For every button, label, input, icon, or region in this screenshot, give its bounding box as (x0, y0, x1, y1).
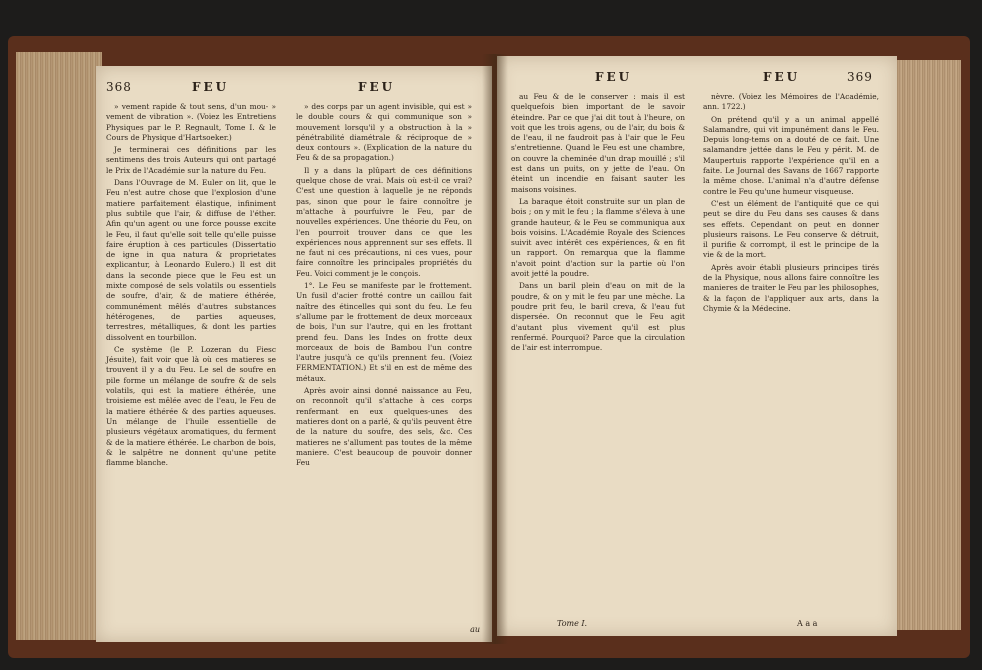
running-head: FEU (763, 70, 801, 84)
paragraph: Après avoir ainsi donné naissance au Feu, on reconnoît qu'il s'attache à ces corps renfermant en eux quelques-unes des matieres dont on a parlé, & qu'ils peuvent être de la nature du soufre, des sels, &c. Ces matieres ne s'allument pas toutes de la même maniere. C'est beaucoup de pouvoir donner Feu (296, 386, 472, 468)
text-column-left (106, 102, 276, 470)
catchword: au (470, 625, 480, 634)
paragraph: Après avoir établi plusieurs principes tirés de la Physique, nous allons faire connoître les manieres de traiter le Feu par les philosophes, & la façon de l'appliquer aux arts, dans la Chymie & la Médecine. (703, 262, 879, 313)
running-head: FEU (192, 80, 230, 94)
left-page-header (96, 80, 492, 98)
paragraph: au Feu & de le conserver : mais il est quelquefois bien important de le savoir éteindre. Par ce que j'ai dit tout à l'heure, on voit que les trois agens, ou de l'air, du bois & de l'eau, il ne faudroit pas à l'air que le Feu s'entretienne. Quand le Feu est une chambre, on couvre la cheminée d'un drap mouillé ; s'il est dans un puits, on y jette de l'eau. On éteint un incendie en faisant sauter les maisons voisines. (511, 92, 685, 194)
paragraph: On prétend qu'il y a un animal appellé Salamandre, qui vit impunément dans le Feu. Depuis long-tems on a douté de ce fait. Une salamandre jettée dans le Feu y périt. M. de Maupertuis rapporte l'expérience qu'il en a faite. Le Journal des Savans de 1667 rapporte la même chose. L'animal n'a d'autre défense contre le Feu qu'une humeur visqueuse. (703, 114, 879, 196)
paragraph: C'est un élément de l'antiquité que ce qui peut se dire du Feu dans ses causes & dans ses effets. Cependant on peut en donner plusieurs raisons. Le Feu conserve & détruit, il purifie & corrompt, il est le principe de la vie & de la mort. (703, 198, 879, 260)
paragraph: » vement rapide & tout sens, d'un mou- » vement de vibration ». (Voiez les Entretiens Physiques par le P. Regnault, Tome I. & le Cours de Physique d'Hartsoeker.) (106, 102, 276, 142)
left-page (96, 66, 492, 642)
paragraph: 1°. Le Feu se manifeste par le frottement. Un fusil d'acier frotté contre un caillou fait naître des étincelles qui sont du feu. Le feu s'allume par le frottement de deux morceaux de bois, l'un sur l'autre, qui en les frottant prend feu. Dans les Indes on frotte deux morceaux de bois de Bambou l'un contre l'autre jusqu'à ce qu'ils prennent feu. (Voiez FERMENTATION.) Et s'il en est de même des métaux. (296, 281, 472, 383)
paragraph: Je terminerai ces définitions par les sentimens des trois Auteurs qui ont partagé le Prix de l'Académie sur la nature du Feu. (106, 145, 276, 175)
page-edges-left (16, 52, 102, 640)
page-number: 369 (847, 70, 873, 84)
page-edges-right (893, 60, 961, 630)
paragraph: nèvre. (Voiez les Mémoires de l'Académie, ann. 1722.) (703, 92, 879, 112)
right-page (497, 56, 897, 636)
book-gutter (482, 54, 508, 644)
paragraph: La baraque étoit construite sur un plan de bois ; on y mit le feu ; la flamme s'éleva à une grande hauteur, & le Feu se communiqua aux bois voisins. L'Académie Royale des Sciences suivit avec intérêt ces expériences, & en fit un rapport. On remarqua que la flamme n'avoit point d'action sur la partie où l'on avoit jetté la poudre. (511, 196, 685, 279)
signature-mark: Tome I. (557, 619, 588, 628)
text-column-right (703, 92, 879, 316)
page-number: 368 (106, 80, 132, 94)
running-head: FEU (595, 70, 633, 84)
right-page-header (497, 70, 897, 88)
paragraph: Il y a dans la plûpart de ces définitions quelque chose de vrai. Mais où est-il ce vrai? C'est une question à laquelle je ne réponds pas, sinon que pour le faire connoître je m'attache à pourfuivre le Feu, par de nouvelles expériences. Une théorie du Feu, on l'en pourroit trouver dans ce que les expériences nous apprennent sur ses effets. Il ne faut ni ces précautions, ni ces vues, pour faire connoître les principales propriétés du Feu. Voici comment je le conçois. (296, 165, 472, 278)
paragraph: Dans l'Ouvrage de M. Euler on lit, que le Feu n'est autre chose que l'explosion d'une matiere parfaitement élastique, infiniment plus subtile que l'air, & diffuse de l'éther. Afin qu'un agent ou une force pousse excite le Feu, il faut qu'elle soit telle qu'elle puisse faire éruption à ces particules (Dissertatio de igne in qua natura & proprietates explicantur, à Leonardo Eulero.) Il est dit dans la seconde piece que le Feu est un mixte composé de sels volatils ou essentiels de soufre, d'air, & de matiere éthérée, communément mêlés d'autres substances hétérogenes, de parties aqueuses, terrestres, métalliques, & dont les parties dissolvent en tourbillon. (106, 178, 276, 342)
gathering-mark: A a a (797, 619, 818, 628)
text-column-right (296, 102, 472, 470)
paragraph: Dans un baril plein d'eau on mit de la poudre, & on y mit le feu par une mèche. La poudre prit feu, le baril creva, & l'eau fut dispersée. On reconnut que le Feu agit d'autant plus vivement qu'il est plus renfermé. Pourquoi? Parce que la circulation de l'air est interrompue. (511, 281, 685, 353)
running-head: FEU (358, 80, 396, 94)
text-column-left (511, 92, 685, 355)
paragraph: » des corps par un agent invisible, qui est » le double cours & qui communique son » mouvement lorsqu'il y a obstruction à la » pénétrabilité diamétrale & réciproque de » deux contours ». (Explication de la nature du Feu & de sa propagation.) (296, 102, 472, 163)
paragraph: Ce système (le P. Lozeran du Fiesc Jésuite), fait voir que là où ces matieres se trouvent il y a du Feu. Le sel de soufre en pile forme un mélange de soufre & de sels volatils, qui est la matiere éthérée, une troisieme est mêlée avec de l'eau, le Feu de la matiere éthérée & des parties aqueuses. Un mélange de l'huile essentielle de plusieurs végétaux aromatiques, du ferment & de la matiere éthérée. Le charbon de bois, & le salpêtre ne donnent qu'une petite flamme blanche. (106, 344, 276, 468)
